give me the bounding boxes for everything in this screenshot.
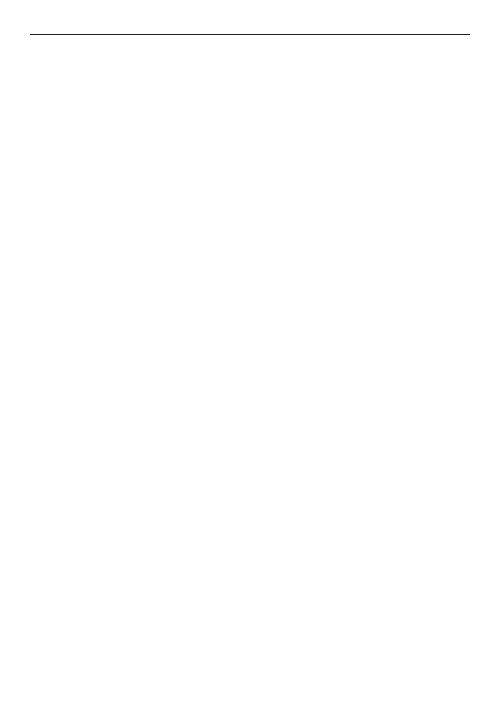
page-header [30,10,470,30]
header-divider [30,34,470,35]
